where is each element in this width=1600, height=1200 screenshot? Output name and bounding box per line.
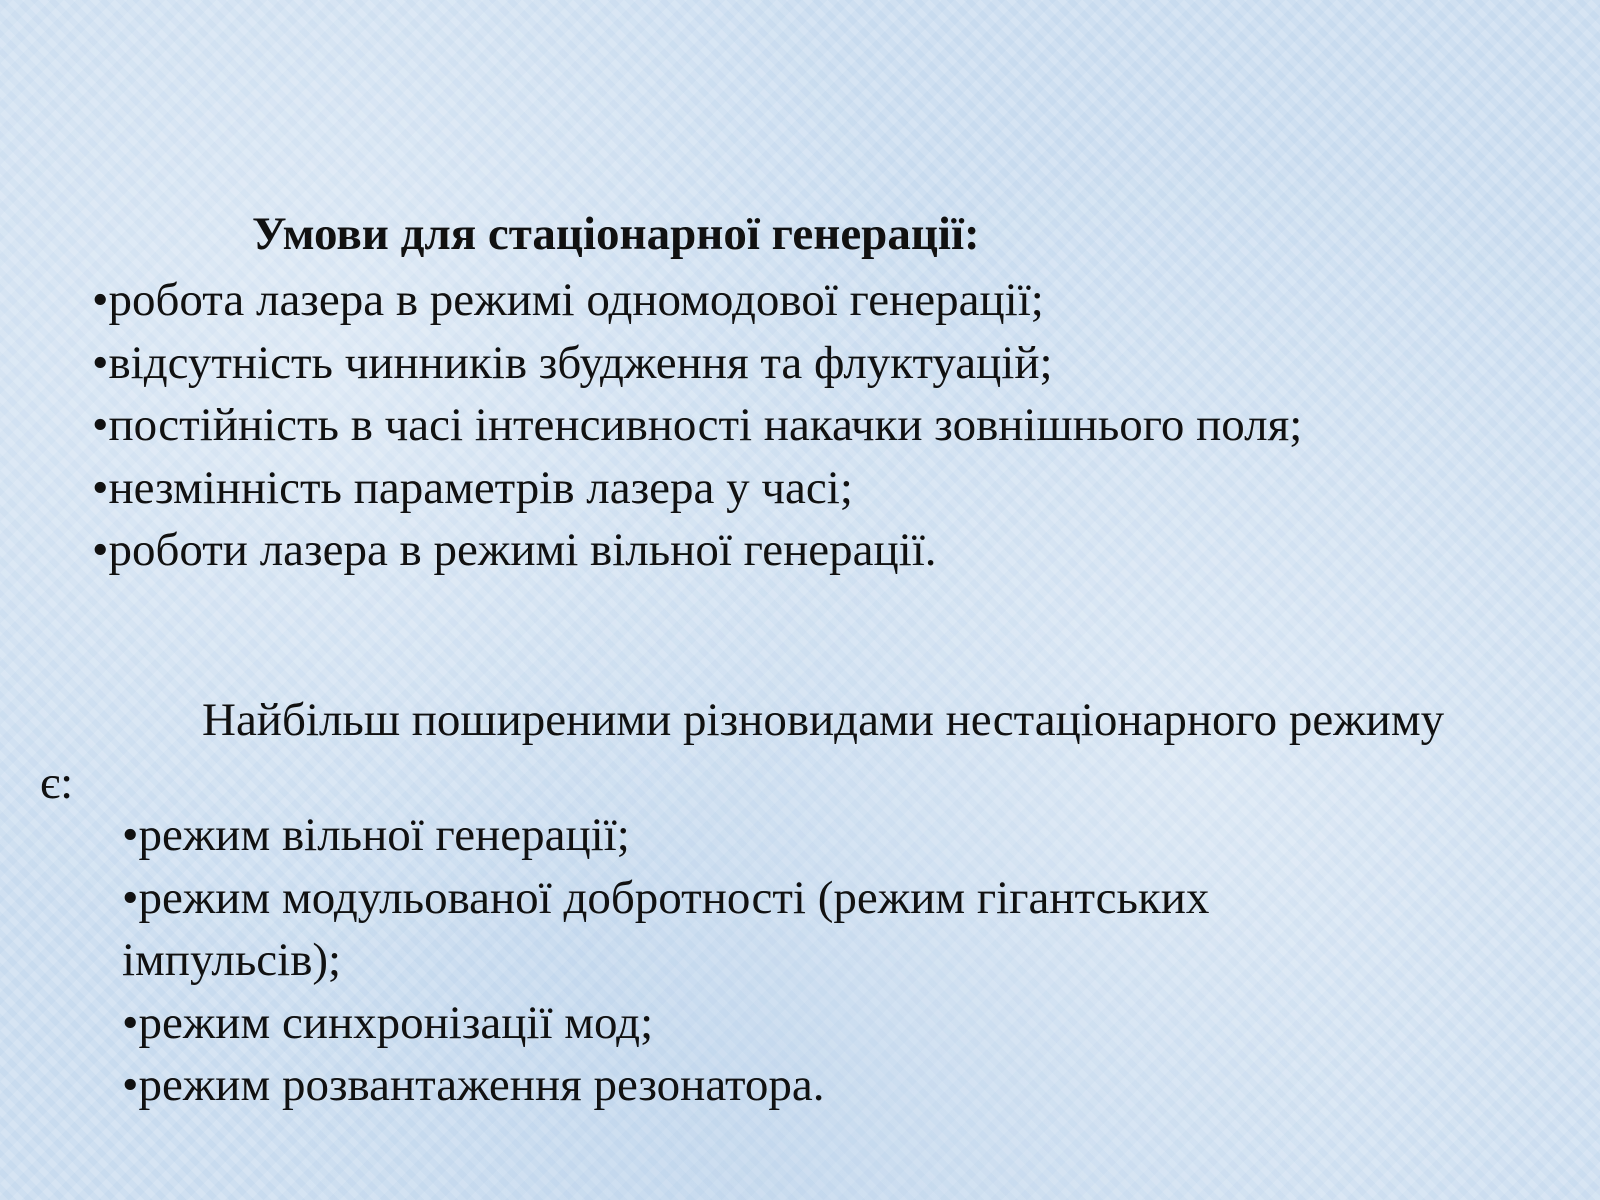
list-item: • відсутність чинників збудження та флуктуацій; — [92, 332, 1302, 395]
stationary-conditions-list — [92, 269, 1302, 582]
stationary-conditions-heading: Умови для стаціонарної генерації: — [252, 208, 980, 260]
nonstationary-intro-paragraph: Найбільш поширеними різновидами нестаціонарного режиму є: — [40, 694, 1445, 809]
list-item: • постійність в часі інтенсивності накачки зовнішнього поля; — [92, 394, 1302, 457]
list-item: • незмінність параметрів лазера у часі; — [92, 457, 1302, 520]
nonstationary-modes-list — [122, 804, 1422, 1117]
list-item: • режим синхронізації мод; — [122, 992, 1422, 1055]
list-item: • роботи лазера в режимі вільної генерації. — [92, 519, 1302, 582]
list-item: • робота лазера в режимі одномодової генерації; — [92, 269, 1302, 332]
list-item: • режим розвантаження резонатора. — [122, 1054, 1422, 1117]
list-item: • режим модульованої добротності (режим гігантських імпульсів); — [122, 867, 1422, 992]
list-item: • режим вільної генерації; — [122, 804, 1422, 867]
